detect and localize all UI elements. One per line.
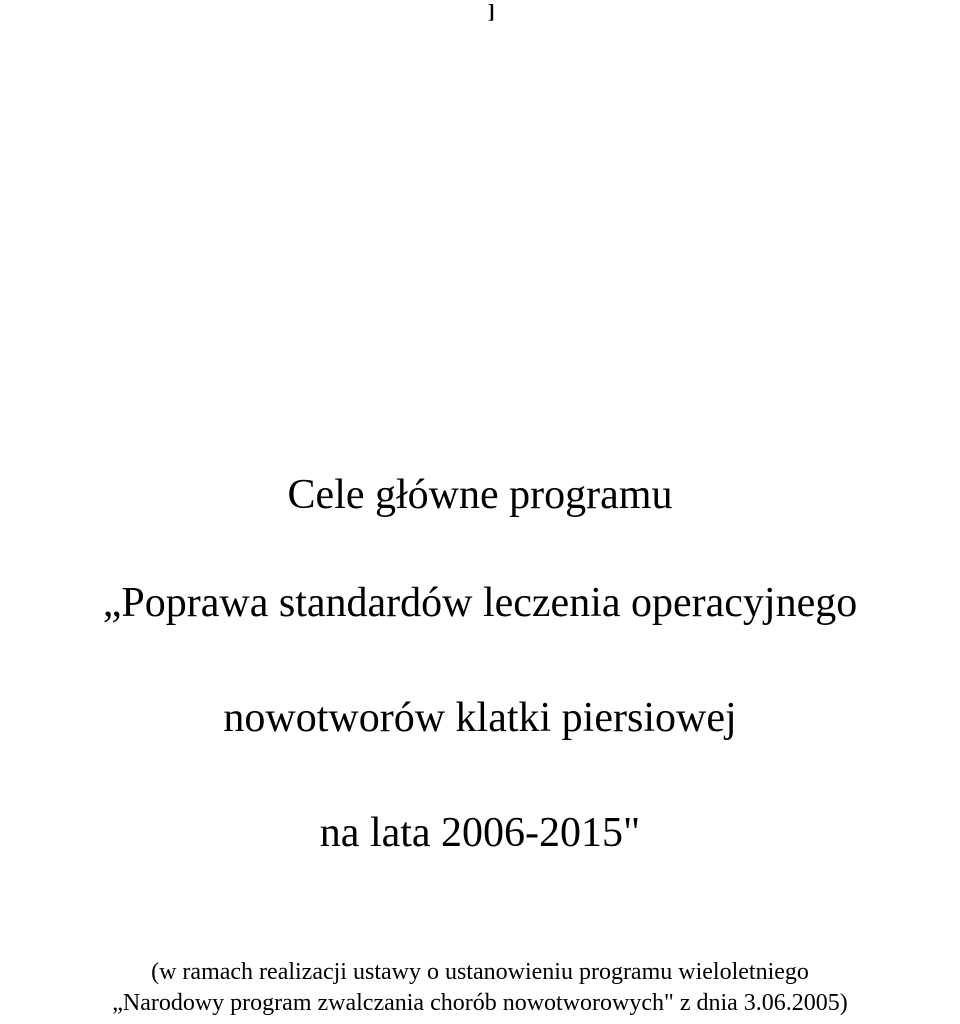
page-title: Cele główne programu xyxy=(287,472,673,518)
program-name-line-1: „Poprawa standardów leczenia operacyjnego xyxy=(102,580,858,626)
footnote-line-1: (w ramach realizacji ustawy o ustanowieniu programu wieloletniego xyxy=(151,959,809,985)
program-name-line-2: nowotworów klatki piersiowej xyxy=(223,695,737,741)
page-marker: ] xyxy=(488,1,495,23)
footnote-line-2: „Narodowy program zwalczania chorób nowotworowych" z dnia 3.06.2005) xyxy=(112,990,848,1016)
program-name-line-3: na lata 2006-2015" xyxy=(319,810,641,856)
